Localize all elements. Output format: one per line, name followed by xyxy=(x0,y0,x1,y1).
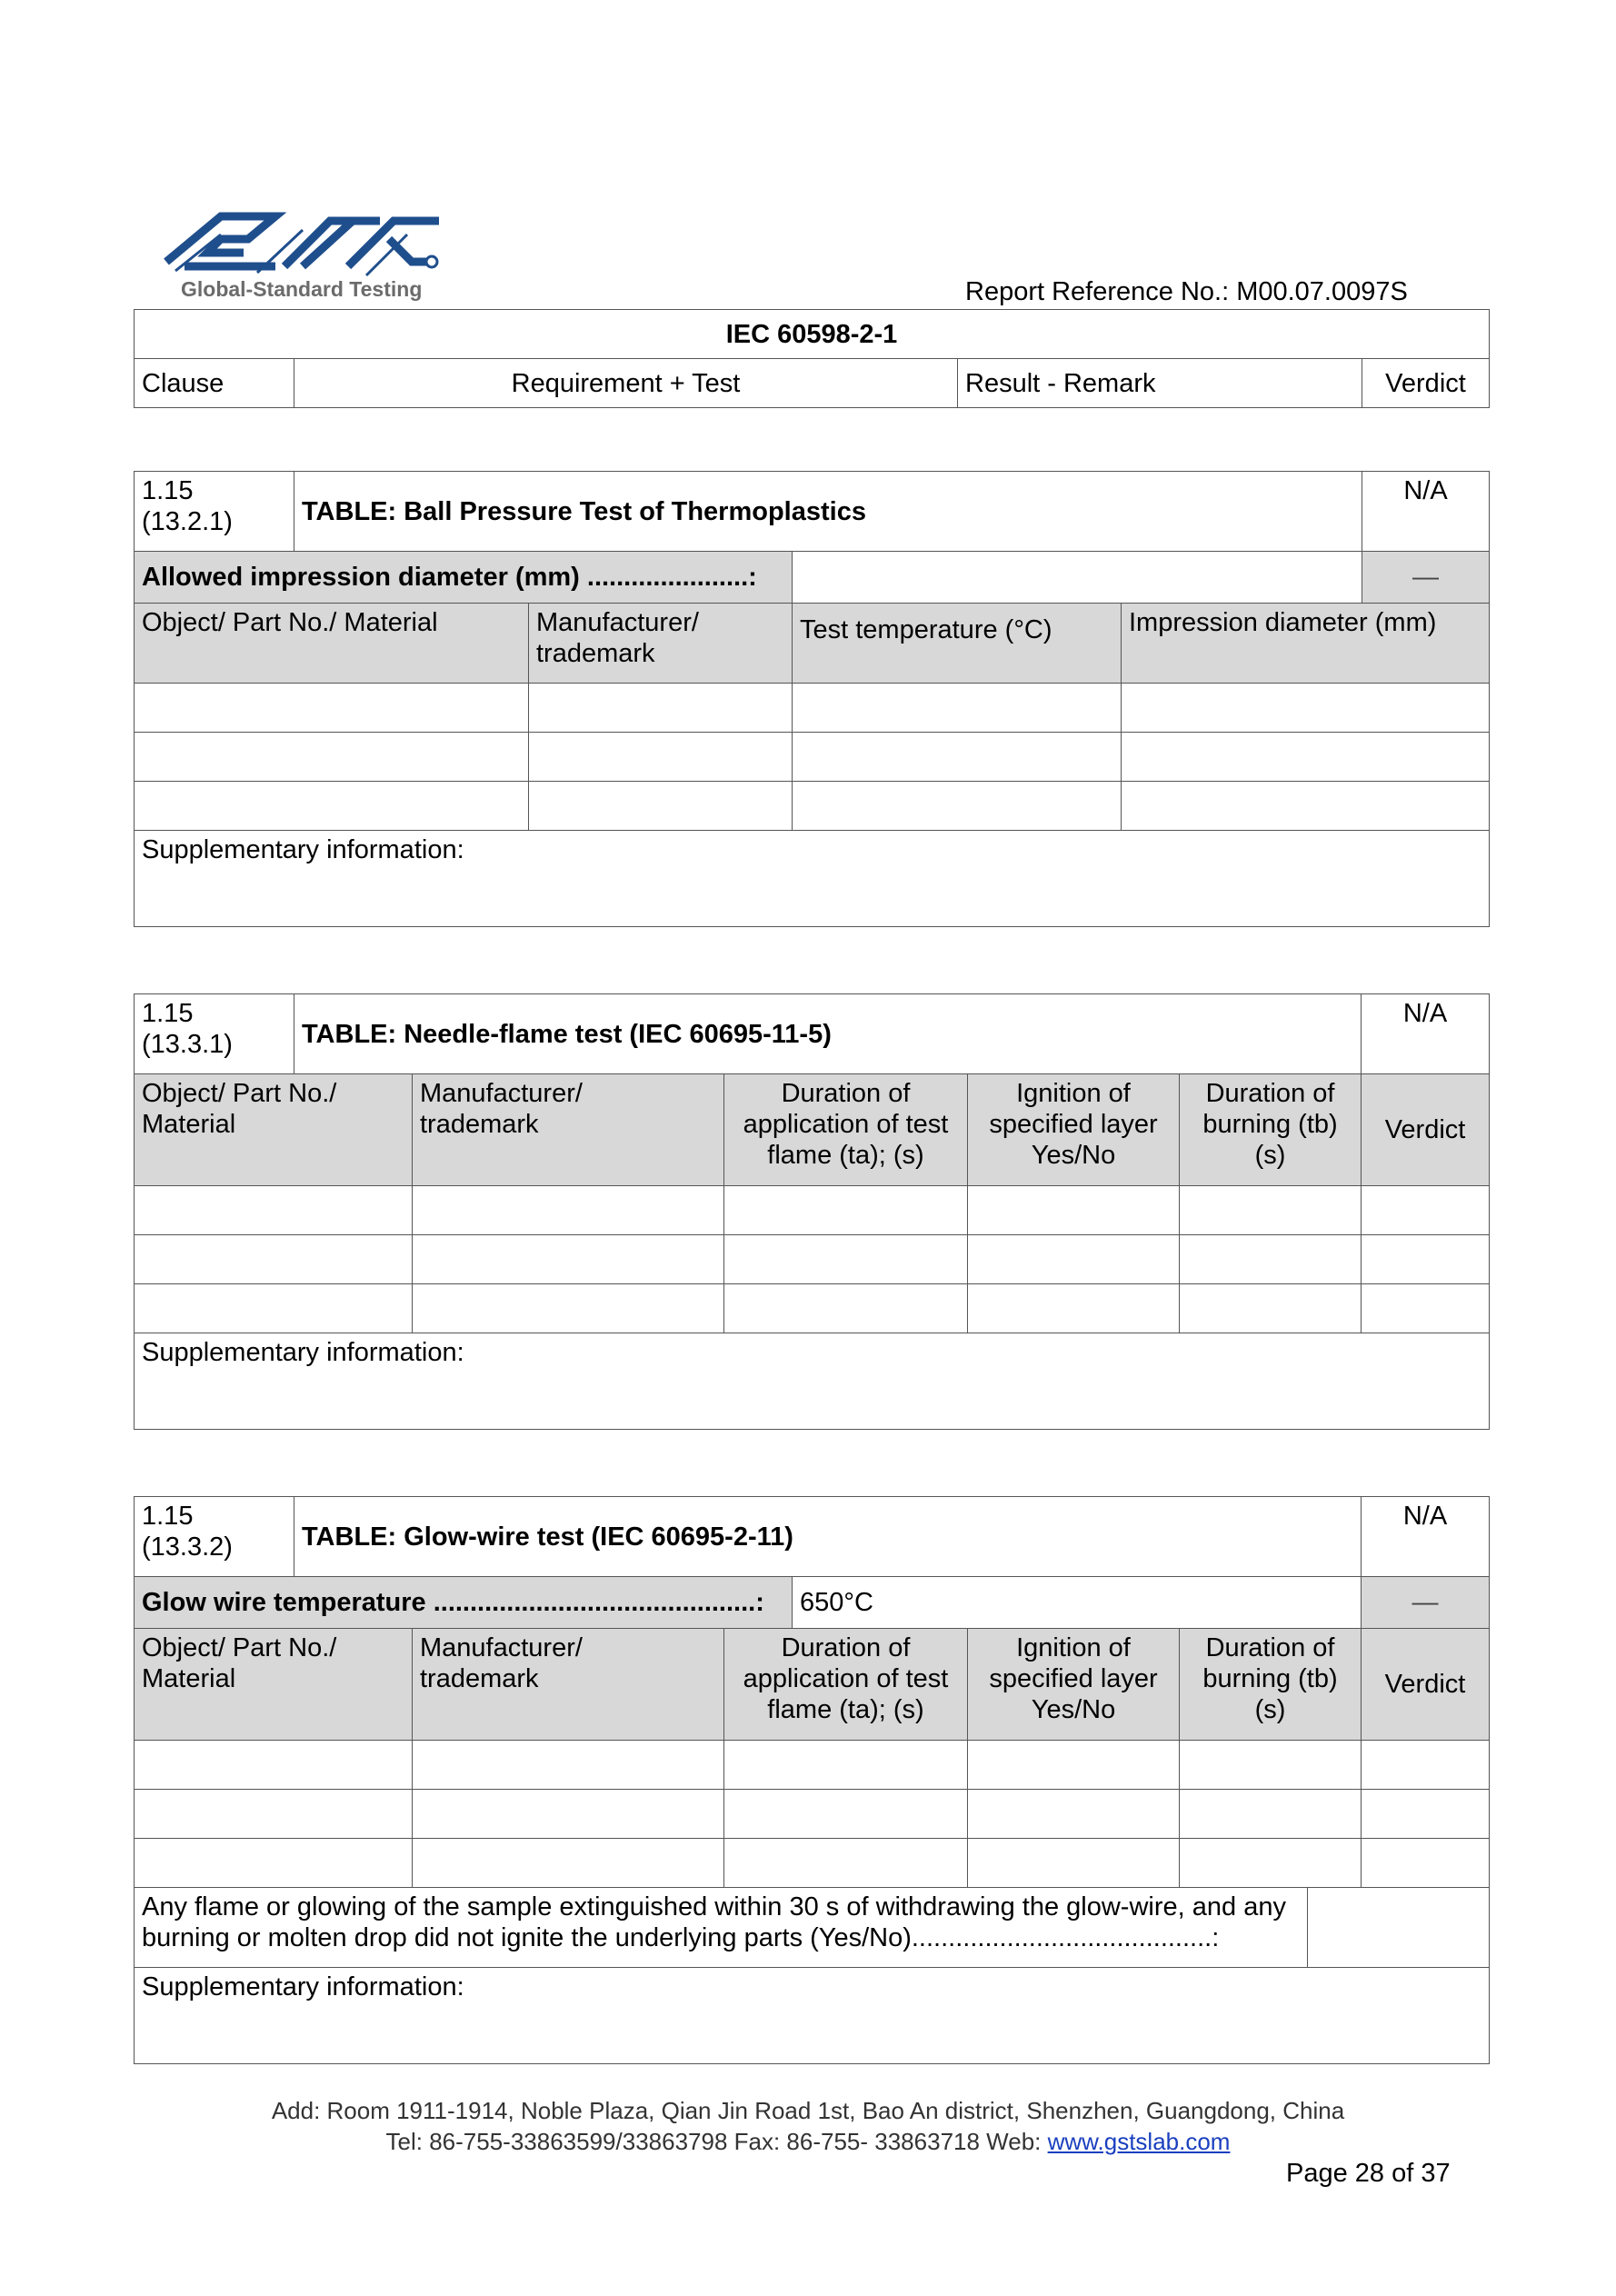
header-ignition: Ignition of specified layer Yes/No xyxy=(968,1074,1180,1186)
table-row xyxy=(135,684,1490,733)
header-duration-application: Duration of application of test flame (ta); (s) xyxy=(724,1629,968,1741)
header-object: Object/ Part No./ Material xyxy=(135,1074,413,1186)
standard-title: IEC 60598-2-1 xyxy=(135,310,1490,359)
table-verdict: N/A xyxy=(1362,1497,1490,1577)
table-title: TABLE: Glow-wire test (IEC 60695-2-11) xyxy=(294,1497,1362,1577)
header-manufacturer: Manufacturer/ trademark xyxy=(413,1074,724,1186)
glow-wire-temperature-verdict: — xyxy=(1362,1577,1490,1629)
col-requirement: Requirement + Test xyxy=(294,359,958,408)
allowed-impression-label: Allowed impression diameter (mm) ......................: xyxy=(135,552,793,604)
report-reference: Report Reference No.: M00.07.0097S xyxy=(965,277,1408,306)
col-result: Result - Remark xyxy=(958,359,1362,408)
needle-flame-table xyxy=(134,993,1490,1430)
supplementary-info: Supplementary information: xyxy=(135,1968,1490,2064)
table-row xyxy=(135,782,1490,831)
table-row xyxy=(135,1839,1490,1888)
header-table xyxy=(134,309,1490,408)
ball-pressure-table xyxy=(134,471,1490,927)
header-verdict: Verdict xyxy=(1362,1629,1490,1741)
table-row xyxy=(135,1741,1490,1790)
footer-address: Add: Room 1911-1914, Noble Plaza, Qian Jin Road 1st, Bao An district, Shenzhen, Guangdong, China xyxy=(271,2097,1345,2124)
header-verdict: Verdict xyxy=(1362,1074,1490,1186)
header-duration-application: Duration of application of test flame (ta); (s) xyxy=(724,1074,968,1186)
allowed-impression-value xyxy=(793,552,1362,604)
footer-tel-fax: Tel: 86-755-33863599/33863798 Fax: 86-755- 33863718 Web: xyxy=(385,2128,1048,2155)
glow-wire-table xyxy=(134,1496,1490,2064)
table-row xyxy=(135,1186,1490,1235)
table-verdict: N/A xyxy=(1362,994,1490,1074)
allowed-impression-verdict: — xyxy=(1362,552,1490,604)
supplementary-info: Supplementary information: xyxy=(135,831,1490,927)
table-row xyxy=(135,733,1490,782)
page-number: Page 28 of 37 xyxy=(1286,2159,1451,2188)
clause-number: 1.15 (13.3.2) xyxy=(135,1497,294,1577)
glow-wire-temperature-value: 650°C xyxy=(793,1577,1362,1629)
col-clause: Clause xyxy=(135,359,294,408)
header-ignition: Ignition of specified layer Yes/No xyxy=(968,1629,1180,1741)
header-duration-burning: Duration of burning (tb) (s) xyxy=(1180,1629,1362,1741)
supplementary-info: Supplementary information: xyxy=(135,1333,1490,1430)
header-test-temperature: Test temperature (°C) xyxy=(793,604,1122,684)
table-row xyxy=(135,1235,1490,1284)
footer-web-link[interactable]: www.gstslab.com xyxy=(1047,2128,1231,2155)
header-object: Object/ Part No./ Material xyxy=(135,1629,413,1741)
table-title: TABLE: Needle-flame test (IEC 60695-11-5) xyxy=(294,994,1362,1074)
header-object: Object/ Part No./ Material xyxy=(135,604,529,684)
flame-extinguished-answer xyxy=(1308,1888,1490,1968)
table-row xyxy=(135,1790,1490,1839)
col-verdict: Verdict xyxy=(1362,359,1490,408)
glow-wire-temperature-label: Glow wire temperature ............................................: xyxy=(135,1577,793,1629)
footer-contact xyxy=(0,2128,1616,2156)
flame-extinguished-question: Any flame or glowing of the sample extinguished within 30 s of withdrawing the glow-wire, and any burning or molten drop did not ignite the underlying parts (Yes/No).........................................: xyxy=(135,1888,1308,1968)
clause-number: 1.15 (13.2.1) xyxy=(135,472,294,552)
header-impression-diameter: Impression diameter (mm) xyxy=(1122,604,1490,684)
header-duration-burning: Duration of burning (tb) (s) xyxy=(1180,1074,1362,1186)
header-manufacturer: Manufacturer/ trademark xyxy=(529,604,793,684)
logo-text: Global-Standard Testing xyxy=(181,277,423,301)
header-manufacturer: Manufacturer/ trademark xyxy=(413,1629,724,1741)
table-verdict: N/A xyxy=(1362,472,1490,552)
company-logo xyxy=(157,189,457,303)
table-row xyxy=(135,1284,1490,1333)
clause-number: 1.15 (13.3.1) xyxy=(135,994,294,1074)
table-title: TABLE: Ball Pressure Test of Thermoplastics xyxy=(294,472,1362,552)
